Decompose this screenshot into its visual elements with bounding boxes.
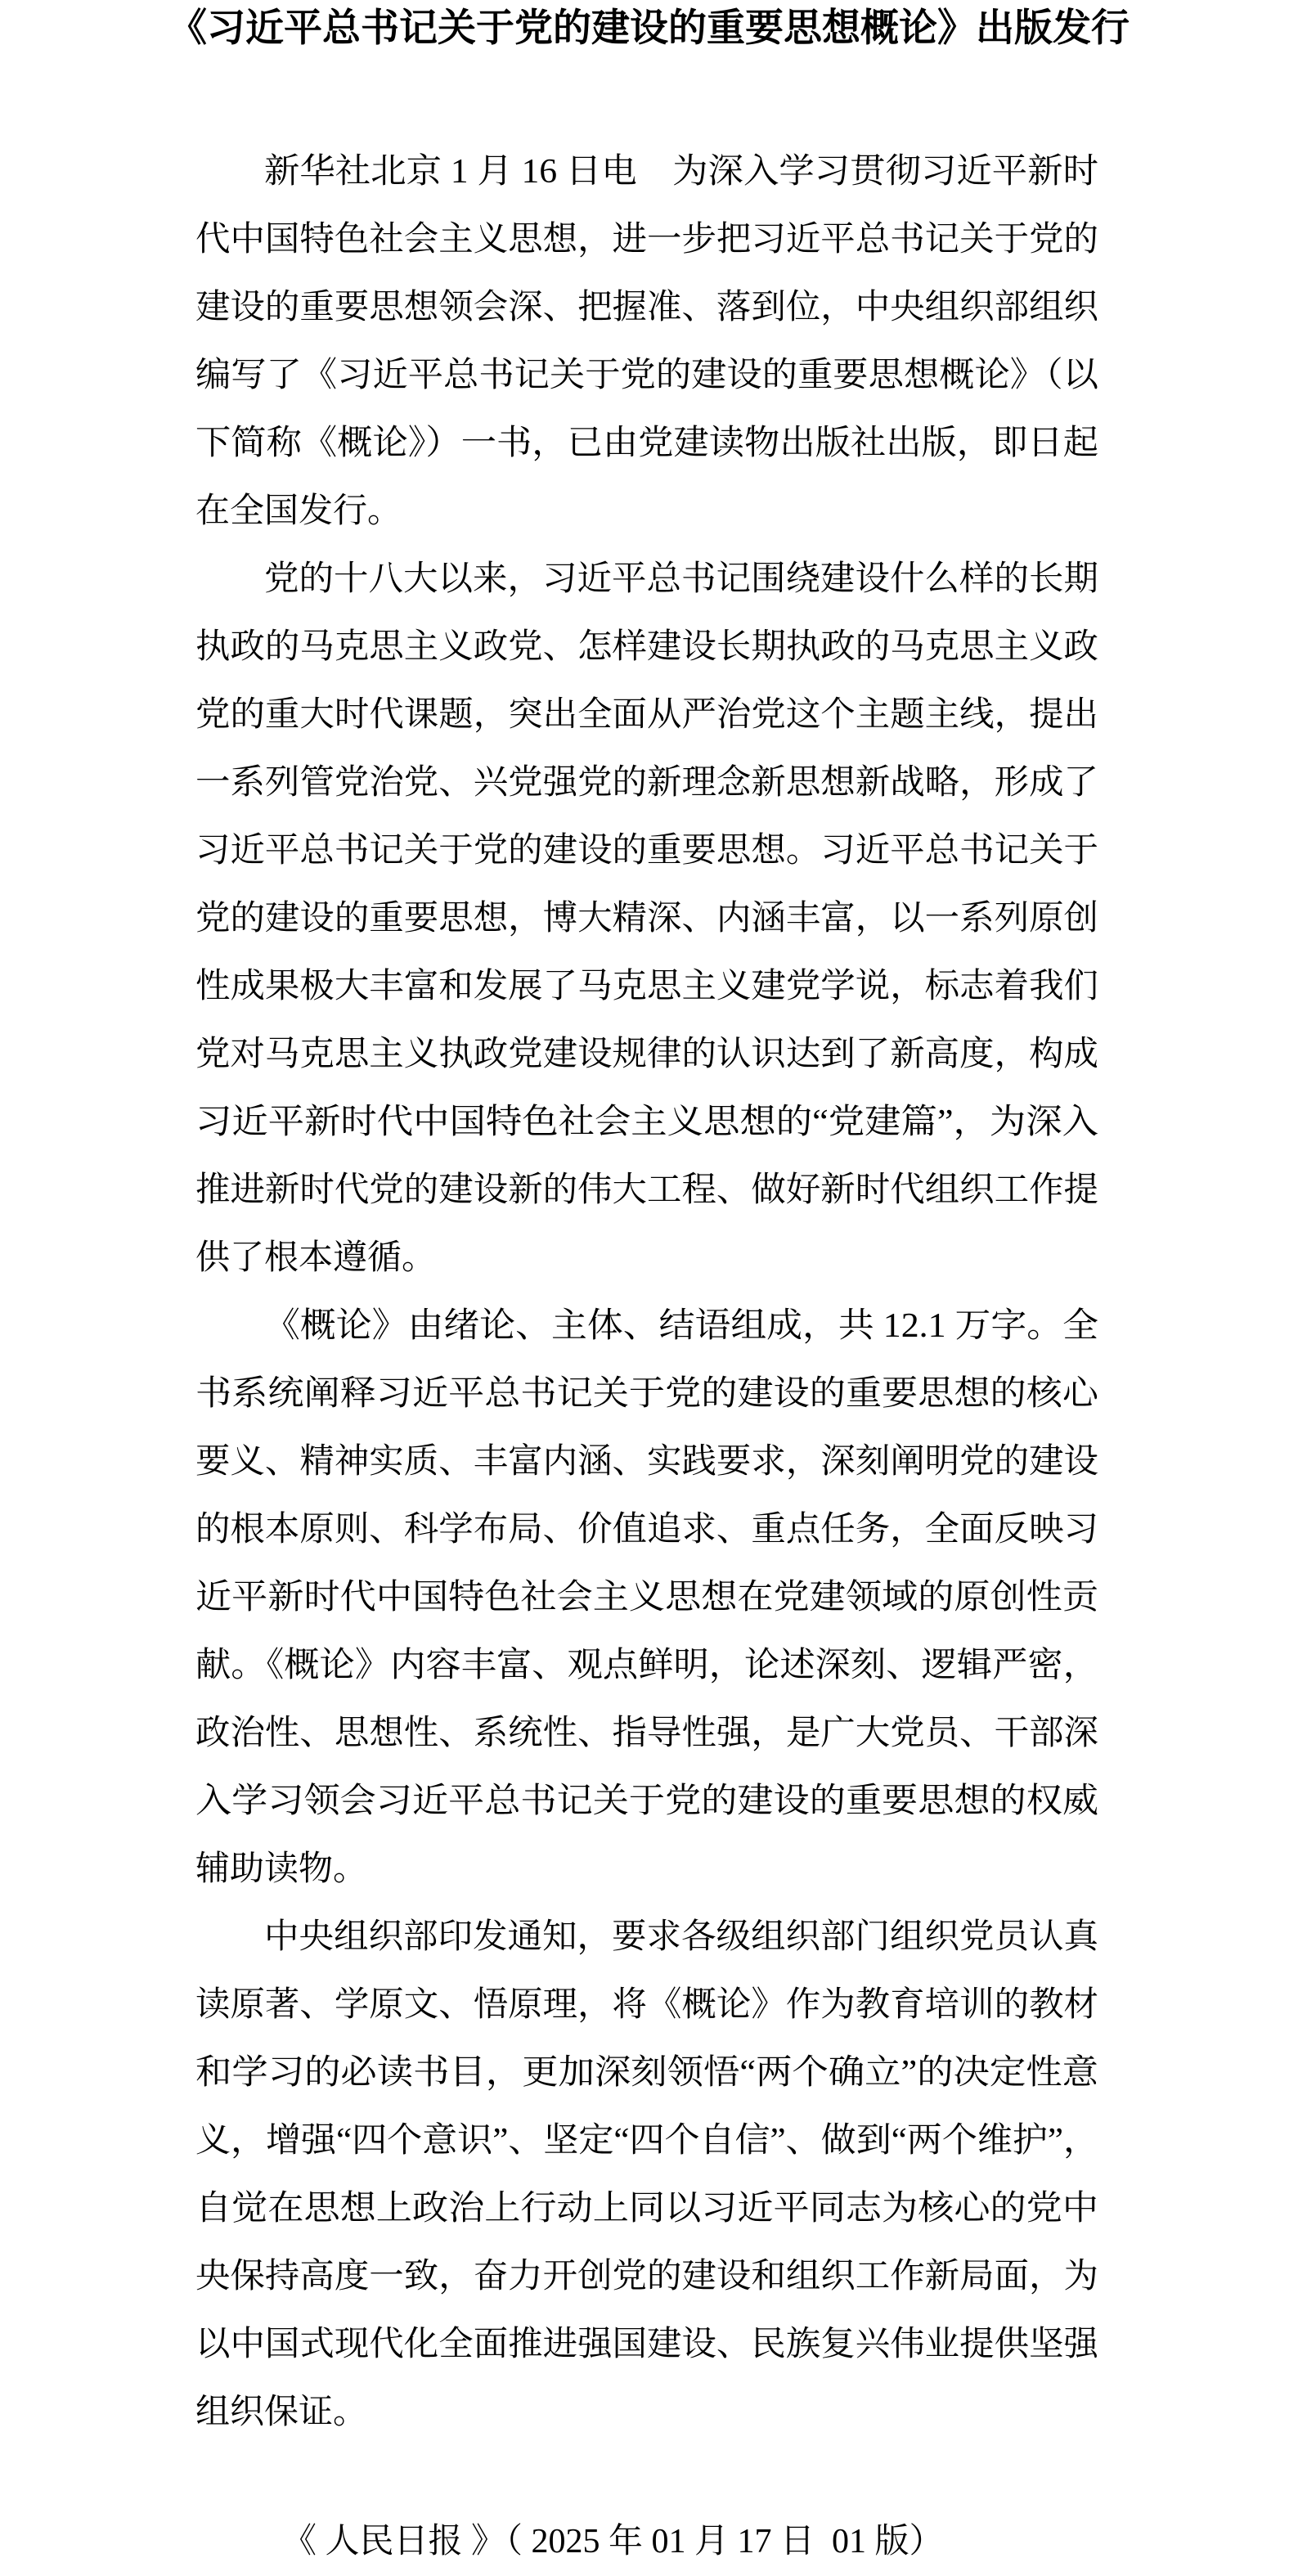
text-line — [195, 2311, 1098, 2379]
article-title: 《习近平总书记关于党的建设的重要思想概论》出版发行 — [168, 7, 1130, 50]
text-line — [195, 1564, 1098, 1632]
text-line-content: 要义、精神实质、丰富内涵、实践要求，深刻阐明党的建设 — [195, 1443, 1098, 1481]
text-line — [195, 342, 1098, 410]
text-line-content: 习近平新时代中国特色社会主义思想的“党建篇”，为深入 — [195, 1104, 1098, 1141]
text-line — [195, 478, 1098, 546]
text-line-content: 近平新时代中国特色社会主义思想在党建领域的原创性贡 — [195, 1579, 1098, 1616]
text-line-content: 书系统阐释习近平总书记关于党的建设的重要思想的核心 — [195, 1375, 1098, 1413]
text-line — [195, 1836, 1098, 1904]
text-line-content: 习近平总书记关于党的建设的重要思想。习近平总书记关于 — [195, 832, 1098, 870]
article-body — [195, 138, 1098, 2447]
text-line-content: 一系列管党治党、兴党强党的新理念新思想新战略，形成了 — [195, 764, 1098, 802]
text-line-content: 辅助读物。 — [195, 1850, 368, 1888]
text-line-content: 推进新时代党的建设新的伟大工程、做好新时代组织工作提 — [195, 1171, 1098, 1209]
text-line — [195, 817, 1098, 885]
text-line — [195, 1428, 1098, 1496]
text-line-content: 和学习的必读书目，更加深刻领悟“两个确立”的决定性意 — [195, 2054, 1098, 2092]
source-citation: 《 人民日报 》（ 2025 年 01 月 17 日 01 版） — [282, 2523, 944, 2560]
text-line-content: 中央组织部印发通知，要求各级组织部门组织党员认真 — [264, 1918, 1098, 1956]
text-line — [195, 1632, 1098, 1700]
text-line-content: 政治性、思想性、系统性、指导性强，是广大党员、干部深 — [195, 1715, 1098, 1752]
text-line-content: 央保持高度一致，奋力开创党的建设和组织工作新局面，为 — [195, 2258, 1098, 2295]
text-line-content: 建设的重要思想领会深、把握准、落到位，中央组织部组织 — [195, 289, 1098, 326]
text-line — [195, 2175, 1098, 2243]
text-line — [195, 885, 1098, 953]
text-line — [195, 1157, 1098, 1225]
text-line-content: 下简称《概论》）一书，已由党建读物出版社出版，即日起 — [195, 425, 1098, 462]
text-line-content: 义，增强“四个意识”、坚定“四个自信”、做到“两个维护”， — [195, 2122, 1098, 2160]
text-line-content: 读原著、学原文、悟原理，将《概论》作为教育培训的教材 — [195, 1986, 1098, 2024]
text-line-content: 入学习领会习近平总书记关于党的建设的重要思想的权威 — [195, 1783, 1098, 1820]
text-line — [195, 2039, 1098, 2107]
text-line — [195, 953, 1098, 1021]
text-line — [195, 1496, 1098, 1564]
text-line-content: 党对马克思主义执政党建设规律的认识达到了新高度，构成 — [195, 1036, 1098, 1073]
text-line-content: 党的重大时代课题，突出全面从严治党这个主题主线，提出 — [195, 696, 1098, 734]
text-line — [195, 1021, 1098, 1089]
text-line — [195, 1225, 1098, 1292]
text-line — [195, 681, 1098, 749]
text-line — [195, 1971, 1098, 2039]
text-line — [195, 1360, 1098, 1428]
text-line — [195, 1768, 1098, 1836]
text-line-content: 新华社北京 1 月 16 日电 为深入学习贯彻习近平新时 — [264, 153, 1098, 191]
text-line-content: 自觉在思想上政治上行动上同以习近平同志为核心的党中 — [195, 2190, 1098, 2228]
text-line — [195, 1904, 1098, 1971]
text-line — [195, 138, 1098, 206]
text-line-content: 在全国发行。 — [195, 492, 402, 530]
text-line-content: 以中国式现代化全面推进强国建设、民族复兴伟业提供坚强 — [195, 2326, 1098, 2363]
text-line-content: 编写了《习近平总书记关于党的建设的重要思想概论》（以 — [195, 357, 1098, 394]
text-line — [195, 2243, 1098, 2311]
text-line — [195, 410, 1098, 478]
text-line-content: 供了根本遵循。 — [195, 1239, 437, 1277]
text-line — [195, 274, 1098, 342]
text-line-content: 组织保证。 — [195, 2394, 368, 2431]
text-line-content: 献。《概论》内容丰富、观点鲜明，论述深刻、逻辑严密， — [195, 1647, 1098, 1684]
text-line-content: 的根本原则、科学布局、价值追求、重点任务，全面反映习 — [195, 1511, 1098, 1549]
text-line-content: 执政的马克思主义政党、怎样建设长期执政的马克思主义政 — [195, 628, 1098, 666]
text-line-content: 《概论》由绪论、主体、结语组成，共 12.1 万字。全 — [264, 1307, 1098, 1345]
text-line — [195, 2107, 1098, 2175]
text-line-content: 性成果极大丰富和发展了马克思主义建党学说，标志着我们 — [195, 968, 1098, 1005]
text-line-content: 党的十八大以来，习近平总书记围绕建设什么样的长期 — [264, 560, 1098, 598]
text-line-content: 党的建设的重要思想，博大精深、内涵丰富，以一系列原创 — [195, 900, 1098, 937]
text-line — [195, 546, 1098, 614]
text-line — [195, 1700, 1098, 1768]
text-line — [195, 614, 1098, 681]
text-line — [195, 1089, 1098, 1157]
text-line-content: 代中国特色社会主义思想，进一步把习近平总书记关于党的 — [195, 221, 1098, 258]
text-line — [195, 2379, 1098, 2447]
text-line — [195, 749, 1098, 817]
text-line — [195, 1292, 1098, 1360]
text-line — [195, 206, 1098, 274]
